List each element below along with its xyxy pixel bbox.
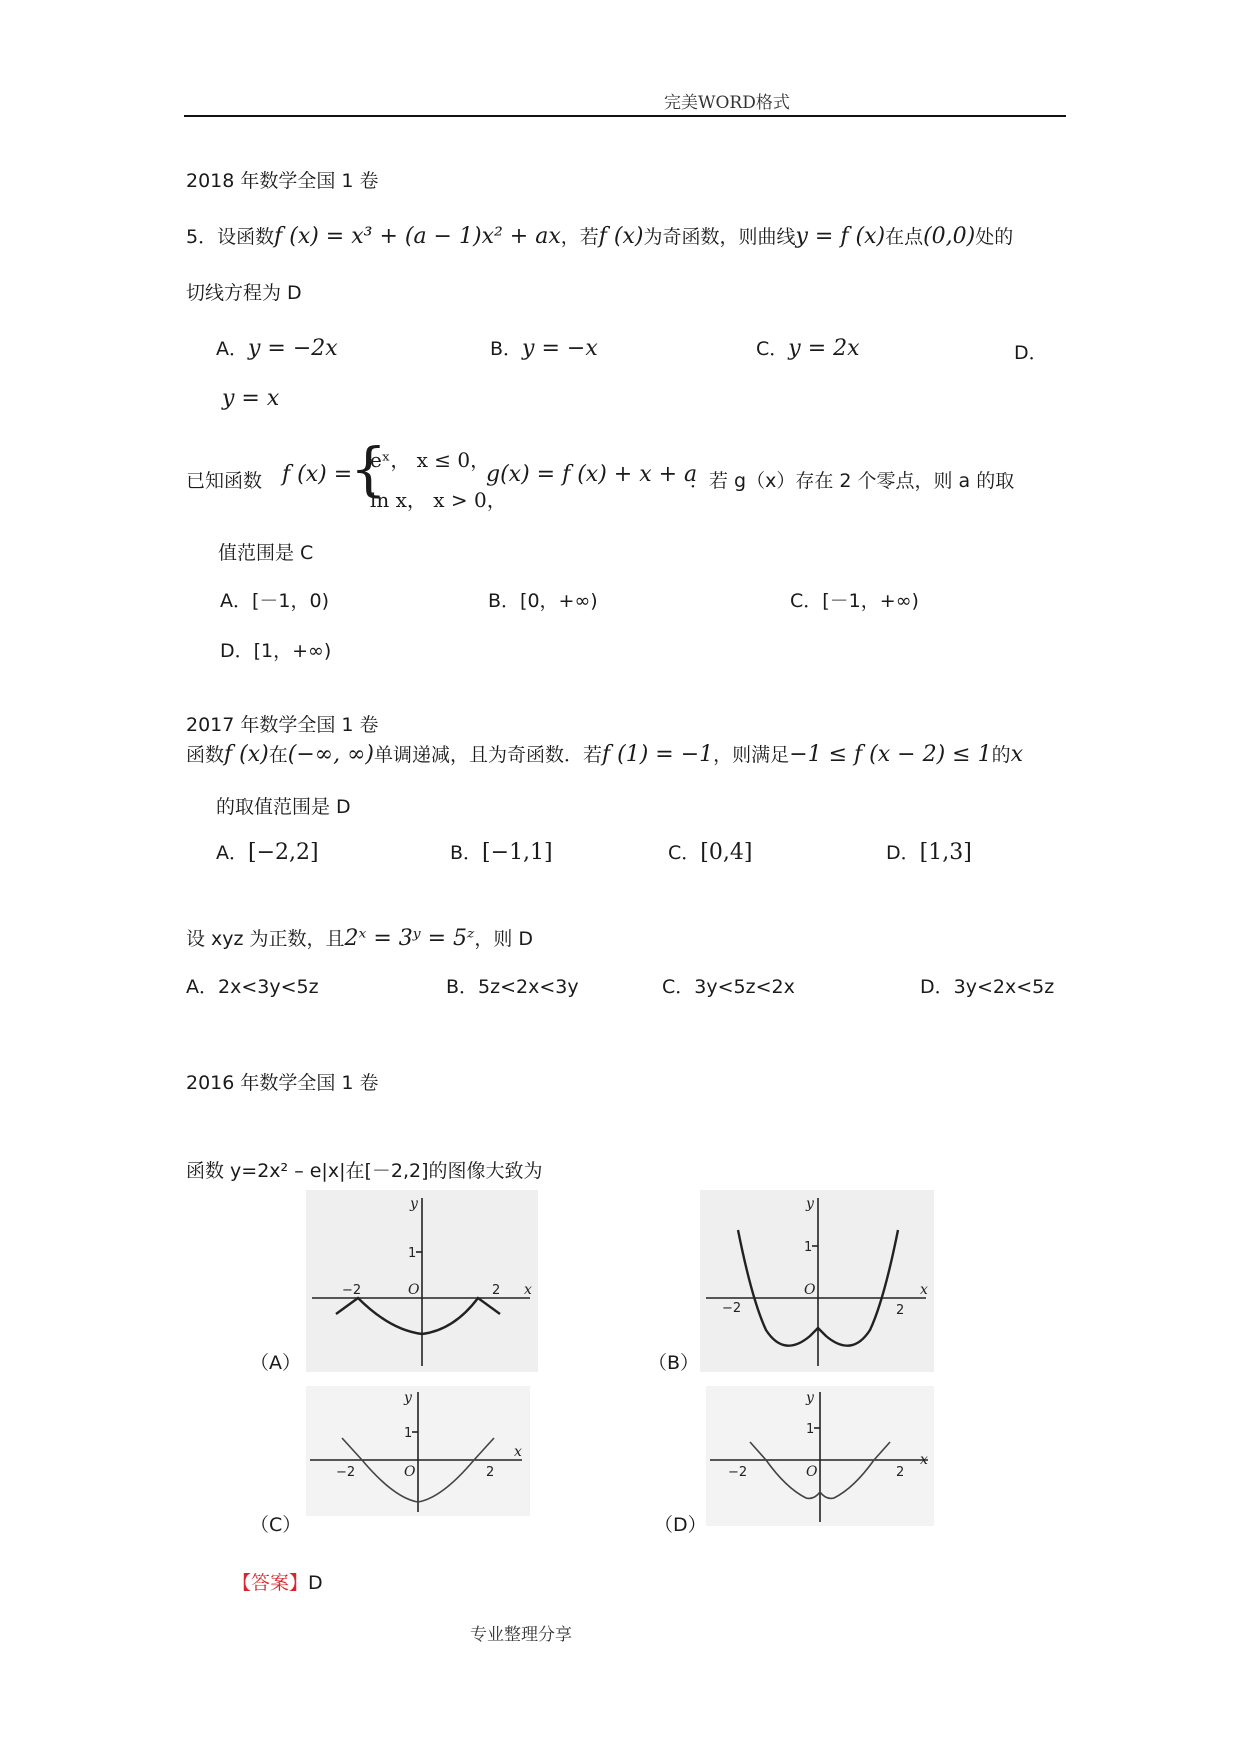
q2017b-line1 xyxy=(186,924,533,951)
q2017a-line1 xyxy=(186,740,1023,767)
q5-line2: 切线方程为 D xyxy=(186,282,302,304)
section-title-2017: 2017 年数学全国 1 卷 xyxy=(186,714,379,736)
q5-option-a xyxy=(216,334,338,361)
q2017a-option-a-label: A． xyxy=(216,842,248,864)
q2017b-suffix: ，则 D xyxy=(474,928,533,950)
graph-b-label: （B） xyxy=(648,1352,700,1374)
q2017a-option-a xyxy=(216,838,319,865)
q2017a-of: 的 xyxy=(991,744,1011,766)
q2017a-option-c-value: [0,4] xyxy=(700,840,753,865)
header-rule xyxy=(184,115,1066,117)
graph-b xyxy=(700,1190,934,1372)
q2018b-option-d: D．[1，+∞) xyxy=(220,640,332,662)
q2017a-option-a-value: [−2,2] xyxy=(248,840,319,865)
graph-d-pos2: 2 xyxy=(896,1465,905,1480)
graph-a-x-label: x xyxy=(524,1282,532,1298)
q2017a-option-d-label: D． xyxy=(886,842,920,864)
graph-a-one: 1 xyxy=(408,1246,417,1261)
q5-formula-fx: f (x) xyxy=(598,224,644,249)
graph-d-origin: O xyxy=(806,1464,818,1480)
q2017b-prefix: 设 xyz 为正数，且 xyxy=(186,928,345,950)
q2017a-option-c xyxy=(668,838,752,865)
q2017a-prefix: 函数 xyxy=(186,744,225,766)
q2018b-option-c: C．[－1，+∞) xyxy=(790,590,919,612)
q2017a-option-d xyxy=(886,838,972,865)
q5-formula-f: f (x) = x³ + (a − 1)x² + ax xyxy=(274,224,561,249)
graph-c-x-label: x xyxy=(514,1444,522,1460)
q2017a-option-b-label: B． xyxy=(450,842,483,864)
q5-option-b xyxy=(490,334,598,361)
q2017b-option-c: C．3y<5z<2x xyxy=(662,976,795,998)
graph-a-label: （A） xyxy=(250,1352,301,1374)
graph-a xyxy=(306,1190,538,1372)
q5-option-a-label: A． xyxy=(216,338,248,360)
q2018b-option-a: A．[－1，0) xyxy=(220,590,329,612)
graph-c-pos2: 2 xyxy=(486,1465,495,1480)
q2017b-option-b: B．5z<2x<3y xyxy=(446,976,579,998)
q2017a-option-b-value: [−1,1] xyxy=(482,840,553,865)
graph-d-x-label: x xyxy=(920,1452,928,1468)
graph-a-curve xyxy=(336,1298,500,1334)
q2017a-f1: f (1) = −1 xyxy=(602,742,714,767)
q2017a-fx: f (x) xyxy=(224,742,269,767)
q2017a-x: x xyxy=(1010,742,1024,767)
q2018b-brace: { xyxy=(350,435,387,503)
page-footer-text: 专业整理分享 xyxy=(470,1625,572,1645)
q5-text-odd: 为奇函数，则曲线 xyxy=(643,226,796,248)
graph-a-origin: O xyxy=(408,1282,420,1298)
graph-a-y-label: y xyxy=(410,1196,418,1212)
answer-line xyxy=(232,1568,323,1595)
graph-b-pos2: 2 xyxy=(896,1303,905,1318)
q2018b-prefix: 已知函数 xyxy=(186,470,263,492)
graph-c-one: 1 xyxy=(404,1426,413,1441)
q2017a-interval: (−∞, ∞) xyxy=(287,742,374,767)
graph-c-neg2: −2 xyxy=(336,1465,356,1480)
answer-label: 【答案】 xyxy=(232,1572,309,1594)
q2017a-text: 单调递减，且为奇函数．若 xyxy=(374,744,603,766)
graph-d-y-label: y xyxy=(806,1390,814,1406)
q2017b-option-d: D．3y<2x<5z xyxy=(920,976,1055,998)
graph-d-label: （D） xyxy=(654,1514,707,1536)
q2017a-line2: 的取值范围是 D xyxy=(216,796,351,818)
q2018b-fx: f (x) = xyxy=(282,462,353,487)
page-header-title: 完美WORD格式 xyxy=(664,93,790,113)
q5-option-c-label: C． xyxy=(756,338,789,360)
graph-d-one: 1 xyxy=(806,1422,815,1437)
q5-text-at: 在点 xyxy=(885,226,924,248)
q2017a-option-c-label: C． xyxy=(668,842,701,864)
section-title-2018: 2018 年数学全国 1 卷 xyxy=(186,170,379,192)
q2018b-option-b: B．[0，+∞) xyxy=(488,590,598,612)
graph-c-y-label: y xyxy=(404,1390,412,1406)
graph-a-pos2: 2 xyxy=(492,1283,501,1298)
q2018b-case1: eˣ， x ≤ 0， xyxy=(370,448,491,472)
answer-value: D xyxy=(308,1572,323,1594)
q5-option-c xyxy=(756,334,860,361)
q5-prefix: 5．设函数 xyxy=(186,226,275,248)
q5-option-b-label: B． xyxy=(490,338,523,360)
q2017a-option-d-value: [1,3] xyxy=(919,840,972,865)
graph-b-origin: O xyxy=(804,1282,816,1298)
graph-d xyxy=(706,1386,934,1526)
q5-formula-point: (0,0) xyxy=(923,224,976,249)
graph-c xyxy=(306,1386,530,1516)
q2018b-gx: g(x) = f (x) + x + a xyxy=(486,462,698,487)
graph-b-neg2: −2 xyxy=(722,1301,742,1316)
q5-text-end: 处的 xyxy=(975,226,1014,248)
graph-b-y-label: y xyxy=(806,1196,814,1212)
q2018b-line2: 值范围是 C xyxy=(218,542,314,564)
q2018b-text: ．若 g（x）存在 2 个零点，则 a 的取 xyxy=(690,470,1015,492)
graph-b-x-label: x xyxy=(920,1282,928,1298)
q5-formula-curve: y = f (x) xyxy=(795,224,886,249)
q2017a-option-b xyxy=(450,838,553,865)
q2017b-formula: 2ˣ = 3ʸ = 5ᶻ xyxy=(344,926,475,951)
q2017a-in: 在 xyxy=(268,744,288,766)
q2016-text: 函数 y=2x² – e|x|在[－2,2]的图像大致为 xyxy=(186,1160,543,1182)
graph-a-neg2: −2 xyxy=(342,1283,362,1298)
q2017a-satisfy: ，则满足 xyxy=(713,744,790,766)
q2017b-option-a: A．2x<3y<5z xyxy=(186,976,319,998)
graph-c-origin: O xyxy=(404,1464,416,1480)
graph-b-one: 1 xyxy=(804,1240,813,1255)
q5-option-d-formula: y = x xyxy=(222,386,280,411)
q2017a-ineq: −1 ≤ f (x − 2) ≤ 1 xyxy=(789,742,992,767)
q5-line1 xyxy=(186,222,1013,249)
graph-d-neg2: −2 xyxy=(728,1465,748,1480)
q2018b-case2: ln x， x > 0， xyxy=(370,488,507,512)
graph-c-label: （C） xyxy=(250,1514,302,1536)
section-title-2016: 2016 年数学全国 1 卷 xyxy=(186,1072,379,1094)
q5-option-b-formula: y = −x xyxy=(522,336,598,361)
q5-option-c-formula: y = 2x xyxy=(788,336,860,361)
q5-option-d-label: D． xyxy=(1014,342,1048,364)
q5-text-if: ，若 xyxy=(560,226,599,248)
q5-option-a-formula: y = −2x xyxy=(248,336,338,361)
